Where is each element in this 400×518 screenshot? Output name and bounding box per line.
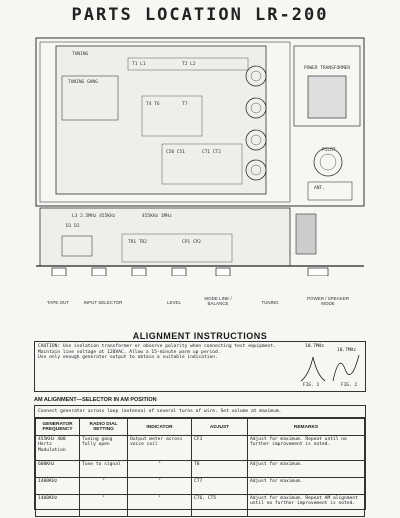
adjust-cell: CF3 (192, 436, 248, 461)
am-alignment-table (35, 418, 365, 517)
caution-line: Use only enough generator output to obtain a suitable indication. (38, 355, 218, 361)
figure-1-label: FIG. 1 (303, 383, 320, 388)
indicator-cell: " (128, 495, 192, 517)
freq-cell: 1400KHz (36, 495, 80, 517)
coil-label-3: T4 T6 (146, 102, 160, 107)
tuning-gang-label: TUNING GANG (68, 80, 98, 85)
power-label: POWER / SPEAKER MODE (306, 296, 349, 306)
front-panel-labels (0, 296, 400, 318)
column-header: GENERATOR FREQUENCY (36, 419, 80, 436)
coil-label-2: T2 L2 (182, 62, 196, 67)
caution-line: CAUTION: Use isolation transformer or observe polarity when connecting test equipment. (38, 344, 276, 349)
waveform-figures (297, 345, 363, 391)
balance-label: MODE LINE / BALANCE (204, 296, 232, 306)
dial-cell: " (80, 478, 128, 495)
wave-freq-2: 10.7MHz (337, 348, 356, 353)
capacitor-label-2: CT1 CT2 (202, 150, 221, 155)
indicator-cell: " (128, 478, 192, 495)
remarks-cell: Adjust for maximum. Repeat until no further improvement is noted. (248, 436, 365, 461)
selector-label: INPUT SELECTOR (83, 300, 123, 305)
level-label: LEVEL (166, 300, 181, 305)
column-header: ADJUST (192, 419, 248, 436)
column-header: RADIO DIAL SETTING (80, 419, 128, 436)
adjust-cell: T8 (192, 461, 248, 478)
tuning-label: TUNING (72, 52, 89, 57)
remarks-cell: Adjust for maximum. Repeat AM alignment until no further improvement is noted. (248, 495, 365, 517)
caution-line: Maintain line voltage at 120VAC. Allow a 15-minute warm up period. (38, 349, 221, 355)
caution-text (38, 344, 288, 361)
coil-label-1: T1 L1 (132, 62, 146, 67)
dial-cell: Tune to signal (80, 461, 128, 478)
parts-location-diagram (32, 36, 368, 276)
freq-cell: 455KHz 400 Hertz Modulation (36, 436, 80, 461)
adjust-cell: CT7 (192, 478, 248, 495)
module-label-1: TR1 TR2 (128, 240, 147, 245)
remarks-cell: Adjust for maximum. (248, 461, 365, 478)
coil-label-4: T7 (182, 102, 188, 107)
freq-cell: 1400KHz (36, 478, 80, 495)
power-transformer-label: POWER TRANSFORMER (304, 66, 351, 71)
remarks-cell: Adjust for maximum. (248, 478, 365, 495)
table-row (36, 436, 365, 461)
indicator-cell: Output meter across voice coil (128, 436, 192, 461)
function-label: TUNING (261, 300, 279, 305)
table-header-row (36, 419, 365, 436)
freq-cell: 600KHz (36, 461, 80, 478)
alignment-heading: ALIGNMENT INSTRUCTIONS (132, 331, 268, 341)
capacitor-label-1: C50 C51 (166, 150, 185, 155)
table-row (36, 495, 365, 517)
figure-2-label: FIG. 2 (341, 383, 358, 388)
detector-label: D1 D2 (66, 224, 80, 229)
indicator-cell: " (128, 461, 192, 478)
page-title: PARTS LOCATION LR-200 (71, 5, 329, 25)
table-row (36, 478, 365, 495)
table-row (36, 461, 365, 478)
wave-freq-1: 10.7MHz (305, 344, 324, 349)
antenna-label: ANT. (314, 186, 325, 191)
am-alignment-heading: AM ALIGNMENT—SELECTOR IN AM POSITION (34, 397, 157, 403)
connect-note: Connect generator across loop (antenna) of several turns of wire. Set volume at maximum. (35, 406, 365, 418)
adjust-cell: CT6, CT5 (192, 495, 248, 517)
oscillator-label-1: L3 2.5MHz 455KHz (72, 214, 116, 219)
caution-box (34, 341, 366, 392)
column-header: INDICATOR (128, 419, 192, 436)
column-header: REMARKS (248, 419, 365, 436)
module-label-2: CP1 CP2 (182, 240, 201, 245)
dial-cell: " (80, 495, 128, 517)
am-alignment-table-box (34, 405, 366, 510)
tape-out-label: TAPE OUT (46, 300, 70, 305)
oscillator-label-2: 455KHz 1MHz (142, 214, 172, 219)
pilot-label: PILOT (322, 148, 336, 153)
dial-cell: Tuning gang fully open (80, 436, 128, 461)
